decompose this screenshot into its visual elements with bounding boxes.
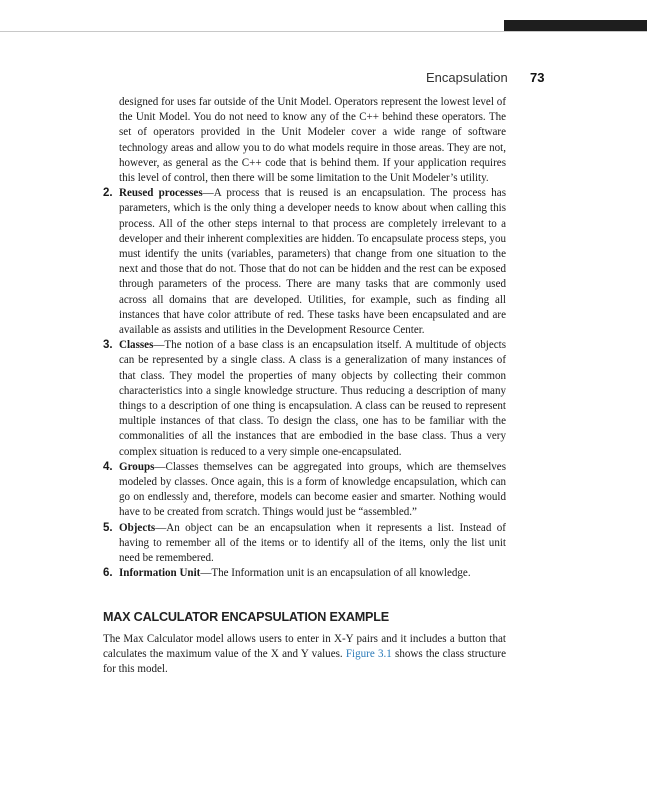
list-item-text: —The notion of a base class is an encapsulation itself. A multitude of objects can be represented by a single class. A class is a generalization of many instances of that class. They model the properties of many objects by collecting their common characteristics into a single knowledge structure. Thus reducing a description of many things to a description of one thing is encapsulation. A class can be reused to represent multiple instances of that class. To design the class, one has to be familiar with the commonalities of all the instances that are embodied in the base class. Thus a very complex situation is reduced to a very simple one-encapsulated.: [119, 339, 506, 458]
list-item: [103, 338, 506, 460]
list-item: [103, 460, 506, 521]
page-body: [103, 95, 506, 677]
continued-paragraph: designed for uses far outside of the Unit Model. Operators represent the lowest level of the Unit Model. You do not need to know any of the C++ behind these operators. The set of operators provided in the Unit Modeler cover a wide range of software technology areas and allow you to do what models require in those areas. They are not, however, as general as the C++ code that is behind them. If your application requires this level of control, then there will be some limitation to the Unit Modeler’s utility.: [119, 96, 506, 185]
list-item-number: 5.: [103, 521, 113, 534]
list-item-term: Reused processes: [119, 187, 203, 200]
list-item-text: —Classes themselves can be aggregated into groups, which are themselves modeled by classes. Once again, this is a form of knowledge encapsulation, which can go on endlessly and, therefore, models can become easier and smarter. Nothing would have to be created from scratch. Things would just be “assembled.”: [119, 460, 506, 519]
list-item-number: 3.: [103, 339, 113, 352]
list-item-term: Groups: [119, 460, 155, 473]
list-item-text: —A process that is reused is an encapsulation. The process has parameters, which is the only thing a developer needs to know about when calling this process. All of the other steps internal to that process are completely irrelevant to a developer and their inherent complexities are hidden. To encapsulate process steps, you must identify the units (variables, parameters) that change from one situation to the next and those that do not. Those that do not can be hidden and the rest can be exposed through parameters of the process. There are many tasks that are commonly used across all domains that are developed. Utilities, for example, such as finding all instances that have color attribute of red. These tasks have been encapsulated and are available as assists and utilities in the Development Resource Center.: [119, 187, 506, 337]
list-item-number: 4.: [103, 460, 113, 473]
list-item-text: —An object can be an encapsulation when it represents a list. Instead of having to remember all of the items or to identify all of the items, only the list unit need be remembered.: [119, 521, 506, 565]
figure-reference-link[interactable]: Figure 3.1: [345, 647, 392, 660]
header-rule: [0, 31, 647, 32]
running-head: [0, 35, 647, 85]
list-item: [103, 566, 506, 581]
section-text-before: The Max Calculator model allows users to enter in X-Y pairs and it includes a button that calculates the maximum value of the X and Y values.: [103, 632, 506, 660]
section-heading: MAX CALCULATOR ENCAPSULATION EXAMPLE: [103, 609, 389, 624]
list-item: [103, 186, 506, 338]
list-item-number: 6.: [103, 567, 113, 580]
header-bar: [504, 20, 647, 31]
list-item-term: Objects: [119, 521, 156, 534]
list-item-term: Information Unit: [119, 567, 201, 580]
numbered-list: [103, 186, 506, 581]
list-item-number: 2.: [103, 187, 113, 200]
list-item-text: —The Information unit is an encapsulation of all knowledge.: [200, 567, 471, 580]
section-paragraph: [103, 632, 506, 678]
running-head-title: Encapsulation: [426, 70, 508, 85]
section-text-after: shows the class structure for this model.: [103, 647, 506, 676]
list-item-term: Classes: [119, 339, 154, 352]
list-item: [103, 521, 506, 567]
page-number: 73: [530, 70, 545, 85]
